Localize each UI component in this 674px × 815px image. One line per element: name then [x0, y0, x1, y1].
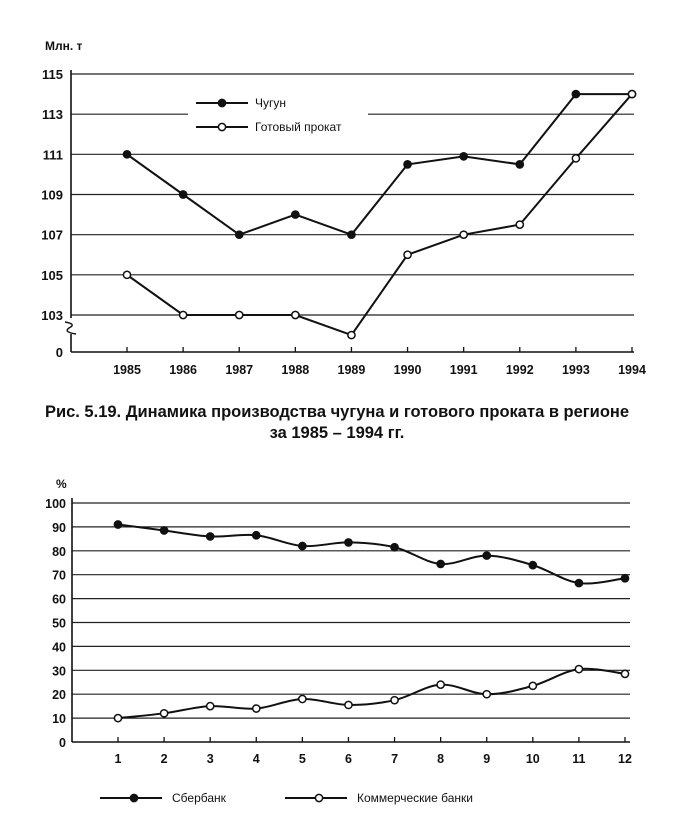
- x-tick-label: 1985: [113, 363, 141, 377]
- data-point-commercial-banks: [207, 703, 214, 710]
- series-line-commercial-banks: [118, 669, 625, 718]
- y-tick-label: 40: [52, 640, 66, 655]
- data-point-sberbank: [253, 532, 260, 539]
- y-tick-label: 115: [42, 67, 63, 82]
- data-point-prokat: [348, 331, 355, 338]
- y-tick-label: 20: [52, 688, 66, 703]
- data-point-chugun: [236, 231, 243, 238]
- x-tick-label: 1989: [337, 363, 366, 377]
- x-tick-label: 5: [298, 752, 306, 766]
- data-point-commercial-banks: [345, 701, 352, 708]
- data-point-sberbank: [114, 521, 121, 528]
- data-point-sberbank: [575, 579, 582, 586]
- data-point-chugun: [292, 211, 299, 218]
- data-point-commercial-banks: [575, 666, 582, 673]
- data-point-commercial-banks: [621, 670, 628, 677]
- y-tick-label: 103: [41, 308, 63, 323]
- y-tick-label: 0: [59, 736, 66, 750]
- data-point-chugun: [180, 191, 187, 198]
- data-point-prokat: [572, 155, 579, 162]
- data-point-prokat: [628, 90, 635, 97]
- x-tick-label: 1994: [618, 363, 646, 377]
- legend-marker: [315, 794, 322, 801]
- data-point-sberbank: [529, 562, 536, 569]
- y-tick-label: 0: [55, 345, 63, 360]
- data-point-prokat: [180, 311, 187, 318]
- legend-label: Готовый прокат: [255, 120, 342, 134]
- y-axis-label: Млн. т: [45, 39, 83, 53]
- x-tick-label: 2: [160, 752, 168, 766]
- data-point-prokat: [292, 311, 299, 318]
- data-point-chugun: [572, 90, 579, 97]
- x-tick-label: 11: [572, 752, 586, 766]
- data-point-commercial-banks: [160, 710, 167, 717]
- y-tick-label: 90: [52, 520, 66, 535]
- data-point-prokat: [516, 221, 523, 228]
- data-point-sberbank: [437, 560, 444, 567]
- legend-marker: [218, 123, 225, 130]
- y-tick-label: 100: [45, 497, 66, 511]
- data-point-commercial-banks: [529, 682, 536, 689]
- data-point-prokat: [404, 251, 411, 258]
- chart1-caption-line1: Рис. 5.19. Динамика производства чугуна и готового проката в регионе: [44, 403, 630, 421]
- axis-break-mark: [65, 322, 76, 334]
- y-tick-label: 30: [52, 664, 66, 679]
- x-tick-label: 12: [618, 752, 632, 766]
- data-point-commercial-banks: [437, 681, 444, 688]
- legend-label: Чугун: [255, 96, 287, 110]
- data-point-chugun: [348, 231, 355, 238]
- x-tick-label: 1992: [505, 363, 534, 377]
- x-tick-label: 9: [483, 752, 491, 766]
- data-point-sberbank: [160, 527, 167, 534]
- x-tick-label: 8: [437, 752, 445, 766]
- chart1-caption-line2: за 1985 – 1994 гг.: [269, 424, 405, 442]
- data-point-chugun: [404, 161, 411, 168]
- y-tick-label: 105: [41, 267, 63, 283]
- data-point-sberbank: [299, 542, 306, 549]
- data-point-chugun: [460, 153, 467, 160]
- data-point-sberbank: [621, 575, 628, 582]
- bank-share-chart: [0, 450, 674, 815]
- x-tick-label: 1990: [393, 363, 422, 377]
- x-tick-label: 1986: [169, 363, 198, 377]
- y-tick-label: 107: [41, 227, 63, 243]
- data-point-commercial-banks: [391, 697, 398, 704]
- x-tick-label: 1991: [449, 363, 478, 377]
- data-point-prokat: [460, 231, 467, 238]
- data-point-prokat: [123, 271, 130, 278]
- x-tick-label: 6: [344, 752, 352, 766]
- data-point-commercial-banks: [299, 695, 306, 702]
- legend-marker: [218, 99, 225, 106]
- y-tick-label: 109: [41, 187, 63, 203]
- x-tick-label: 1987: [225, 363, 254, 377]
- x-tick-label: 4: [252, 752, 260, 766]
- y-tick-label: 70: [52, 568, 66, 583]
- x-tick-label: 1988: [281, 363, 310, 377]
- x-tick-label: 1: [114, 752, 122, 766]
- y-tick-label: 111: [42, 147, 63, 163]
- data-point-sberbank: [391, 544, 398, 551]
- data-point-sberbank: [345, 539, 352, 546]
- x-tick-label: 10: [525, 752, 540, 766]
- y-tick-label: 10: [52, 712, 66, 727]
- y-tick-label: 50: [52, 616, 66, 631]
- data-point-sberbank: [207, 533, 214, 540]
- legend-label: Коммерческие банки: [357, 791, 473, 805]
- data-point-chugun: [123, 151, 130, 158]
- pig-iron-rolled-steel-chart: [0, 0, 674, 395]
- x-tick-label: 7: [391, 752, 399, 766]
- data-point-commercial-banks: [114, 715, 121, 722]
- legend-label: Сбербанк: [172, 791, 226, 805]
- data-point-prokat: [236, 311, 243, 318]
- y-tick-label: 113: [42, 107, 63, 123]
- y-tick-label: 60: [52, 592, 66, 607]
- data-point-commercial-banks: [253, 705, 260, 712]
- data-point-commercial-banks: [483, 691, 490, 698]
- x-tick-label: 3: [206, 752, 214, 766]
- y-axis-label: %: [56, 477, 67, 491]
- data-point-chugun: [516, 161, 523, 168]
- y-tick-label: 80: [52, 544, 66, 559]
- x-tick-label: 1993: [561, 363, 590, 377]
- data-point-sberbank: [483, 552, 490, 559]
- legend-marker: [130, 794, 137, 801]
